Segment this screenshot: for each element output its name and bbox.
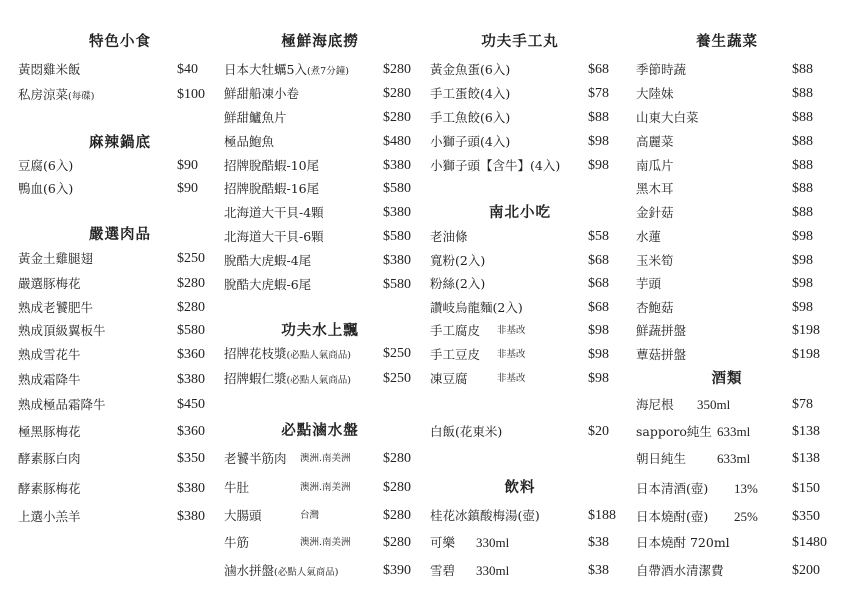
item-name: 凍豆腐	[430, 371, 468, 386]
item-name: 私房涼菜	[18, 87, 69, 102]
menu-item	[18, 451, 81, 467]
menu-item	[18, 300, 93, 316]
item-price: $68	[588, 253, 609, 268]
menu-item	[224, 451, 287, 467]
menu-item	[18, 87, 94, 105]
item-name: 招牌蝦仁漿	[224, 371, 287, 386]
menu-item	[224, 346, 351, 364]
item-price: $88	[792, 158, 813, 173]
item-price: $250	[177, 251, 205, 266]
item-name: 酵素豚白肉	[18, 451, 81, 466]
item-price: $98	[792, 253, 813, 268]
item-name: 滷水拼盤	[224, 563, 275, 578]
item-price: $88	[792, 86, 813, 101]
item-price: $1480	[792, 535, 827, 550]
item-price: $480	[383, 134, 411, 149]
item-price: $350	[792, 509, 820, 524]
item-name: 熟成雪花牛	[18, 347, 81, 362]
item-price: $580	[383, 277, 411, 292]
section-title: 麻辣鍋底	[89, 134, 151, 151]
menu-item	[18, 509, 81, 525]
menu-item	[224, 181, 319, 197]
menu-item	[430, 424, 502, 440]
item-price: $98	[588, 134, 609, 149]
item-price: $280	[383, 508, 411, 523]
item-price: $88	[792, 205, 813, 220]
item-remark: (煮7分鐘)	[306, 66, 349, 77]
item-price: $78	[588, 86, 609, 101]
item-remark: (必點人氣商品)	[274, 567, 339, 578]
menu-item	[18, 481, 81, 497]
menu-item	[224, 229, 324, 245]
menu-item	[636, 424, 712, 440]
item-price: $88	[588, 110, 609, 125]
item-note: 13%	[734, 481, 758, 496]
item-name: 脫酷大虎蝦-6尾	[224, 277, 312, 292]
item-name: 水蓮	[636, 229, 662, 244]
menu-item	[636, 158, 674, 174]
menu-item	[430, 535, 455, 551]
item-name: 日本清酒(壺)	[636, 481, 709, 496]
item-price: $250	[383, 371, 411, 386]
item-name: 白飯(花東米)	[430, 424, 503, 439]
menu-item	[636, 300, 674, 316]
item-name: sapporo純生	[636, 424, 712, 439]
item-name: 酵素豚梅花	[18, 481, 81, 496]
section-title: 南北小吃	[489, 204, 551, 221]
item-name: 蕈菇拼盤	[636, 347, 687, 362]
item-price: $380	[177, 481, 205, 496]
item-price: $88	[792, 134, 813, 149]
item-remark: (每碟)	[68, 91, 95, 102]
item-name: 黃金魚蛋(6入)	[430, 62, 511, 77]
menu-item	[224, 253, 311, 269]
item-name: 手工豆皮	[430, 347, 481, 362]
item-name: 嚴選豚梅花	[18, 276, 81, 291]
menu-item	[636, 253, 674, 269]
item-note: 台灣	[300, 510, 320, 521]
item-name: 大腸頭	[224, 508, 262, 523]
menu-item	[636, 397, 674, 413]
item-name: 北海道大干貝-4顆	[224, 205, 324, 220]
item-price: $40	[177, 62, 198, 77]
section-title: 功夫水上飄	[281, 322, 359, 339]
item-price: $20	[588, 424, 609, 439]
menu-item	[18, 62, 81, 78]
menu-item	[636, 86, 674, 102]
item-name: 手工蛋餃(4入)	[430, 86, 511, 101]
item-name: 鮮甜鱸魚片	[224, 110, 287, 125]
menu-item	[430, 86, 510, 102]
item-price: $380	[177, 509, 205, 524]
item-price: $280	[383, 86, 411, 101]
item-name: 黑木耳	[636, 181, 674, 196]
item-note: 330ml	[476, 535, 510, 550]
item-price: $380	[383, 253, 411, 268]
item-price: $58	[588, 229, 609, 244]
menu-item	[430, 62, 510, 78]
item-price: $280	[383, 451, 411, 466]
item-name: 日本大牡蠣5入	[224, 62, 307, 77]
menu-item	[636, 323, 686, 339]
item-price: $198	[792, 347, 820, 362]
menu-item	[636, 134, 674, 150]
item-name: 玉米筍	[636, 253, 674, 268]
item-price: $90	[177, 181, 198, 196]
item-name: 熟成極品霜降牛	[18, 397, 106, 412]
menu-item	[636, 229, 661, 245]
item-price: $200	[792, 563, 820, 578]
item-name: 熟成老饕肥牛	[18, 300, 94, 315]
menu-item	[636, 347, 686, 363]
item-name: 招牌脫酷蝦-16尾	[224, 181, 320, 196]
item-price: $90	[177, 158, 198, 173]
item-name: 讚岐烏龍麵(2入)	[430, 300, 523, 315]
item-price: $380	[383, 158, 411, 173]
menu-item	[224, 134, 274, 150]
menu-item	[224, 86, 299, 102]
item-name: 大陸妹	[636, 86, 674, 101]
item-price: $98	[588, 347, 609, 362]
item-price: $280	[383, 535, 411, 550]
menu-item	[430, 323, 480, 339]
menu-item	[18, 323, 106, 339]
item-name: 黃悶雞米飯	[18, 62, 81, 77]
item-price: $98	[588, 323, 609, 338]
menu-item	[224, 277, 311, 293]
menu-item	[636, 205, 674, 221]
section-title: 必點滷水盤	[281, 422, 359, 439]
menu-item	[18, 424, 81, 440]
item-price: $88	[792, 181, 813, 196]
menu-item	[430, 110, 510, 126]
item-price: $390	[383, 563, 411, 578]
item-price: $138	[792, 424, 820, 439]
item-name: 高麗菜	[636, 134, 674, 149]
menu-item	[636, 451, 686, 467]
menu-item	[224, 480, 249, 496]
item-note: 澳洲.南美洲	[300, 482, 351, 493]
item-price: $280	[177, 276, 205, 291]
item-price: $88	[792, 110, 813, 125]
item-note: 非基改	[497, 373, 526, 384]
item-name: 老油條	[430, 229, 468, 244]
item-note: 350ml	[697, 397, 731, 412]
item-price: $380	[177, 372, 205, 387]
item-price: $250	[383, 346, 411, 361]
menu-item	[224, 371, 351, 389]
item-price: $98	[792, 276, 813, 291]
item-price: $350	[177, 451, 205, 466]
item-name: 金針菇	[636, 205, 674, 220]
item-name: 雪碧	[430, 563, 456, 578]
item-name: 老饕半筋肉	[224, 451, 287, 466]
item-price: $98	[588, 158, 609, 173]
item-name: 季節時蔬	[636, 62, 687, 77]
item-price: $280	[383, 62, 411, 77]
section-title: 飲料	[504, 479, 536, 496]
menu-item	[636, 563, 724, 579]
item-price: $280	[177, 300, 205, 315]
item-price: $150	[792, 481, 820, 496]
item-price: $280	[383, 480, 411, 495]
menu-item	[18, 397, 106, 413]
item-name: 牛肚	[224, 480, 250, 495]
item-price: $38	[588, 563, 609, 578]
item-name: 小獅子頭(4入)	[430, 134, 511, 149]
item-name: 手工腐皮	[430, 323, 481, 338]
item-name: 寬粉(2入)	[430, 253, 486, 268]
item-name: 極黑豚梅花	[18, 424, 81, 439]
item-note: 澳洲.南美洲	[300, 537, 351, 548]
menu-item	[430, 508, 540, 524]
item-note: 澳洲.南美洲	[300, 453, 351, 464]
menu-item	[18, 276, 81, 292]
item-name: 招牌花枝漿	[224, 346, 287, 361]
item-name: 桂花冰鎮酸梅湯(壺)	[430, 508, 540, 523]
section-title: 功夫手工丸	[481, 33, 559, 50]
item-name: 熟成頂級翼板牛	[18, 323, 106, 338]
menu-item	[430, 300, 523, 316]
item-note: 非基改	[497, 325, 526, 336]
item-price: $450	[177, 397, 205, 412]
section-title: 極鮮海底撈	[281, 33, 359, 50]
menu-item	[430, 134, 510, 150]
item-name: 手工魚餃(6入)	[430, 110, 511, 125]
menu-item	[224, 205, 324, 221]
menu-item	[430, 563, 455, 579]
menu-item	[18, 251, 93, 267]
item-name: 山東大白菜	[636, 110, 699, 125]
menu-item	[430, 371, 468, 387]
item-price: $360	[177, 424, 205, 439]
menu-item	[636, 62, 686, 78]
item-name: 脫酷大虎蝦-4尾	[224, 253, 312, 268]
item-price: $188	[588, 508, 616, 523]
section-title: 嚴選肉品	[89, 226, 151, 243]
item-price: $68	[588, 276, 609, 291]
item-name: 鴨血(6入)	[18, 181, 74, 196]
section-title: 酒類	[711, 370, 743, 387]
section-title: 特色小食	[89, 33, 151, 50]
item-name: 芋頭	[636, 276, 662, 291]
menu-item	[636, 535, 730, 551]
item-price: $138	[792, 451, 820, 466]
item-note: 330ml	[476, 563, 510, 578]
menu-item	[636, 276, 661, 292]
item-name: 鮮蔬拼盤	[636, 323, 687, 338]
item-name: 日本燒酎(壺)	[636, 509, 709, 524]
item-price: $580	[383, 229, 411, 244]
menu-item	[224, 62, 349, 80]
menu-item	[430, 347, 480, 363]
item-name: 杏鮑菇	[636, 300, 674, 315]
item-name: 上選小羔羊	[18, 509, 81, 524]
item-name: 北海道大干貝-6顆	[224, 229, 324, 244]
item-name: 南瓜片	[636, 158, 674, 173]
item-name: 朝日純生	[636, 451, 687, 466]
menu-item	[224, 535, 249, 551]
menu-item	[224, 110, 287, 126]
item-price: $360	[177, 347, 205, 362]
item-note: 633ml	[717, 451, 751, 466]
menu-item	[430, 253, 485, 269]
item-price: $380	[383, 205, 411, 220]
menu-item	[636, 481, 708, 497]
item-name: 熟成霜降牛	[18, 372, 81, 387]
menu-item	[636, 509, 708, 525]
item-name: 鮮甜船凍小卷	[224, 86, 300, 101]
menu-item	[636, 181, 674, 197]
item-price: $580	[177, 323, 205, 338]
menu-item	[636, 110, 699, 126]
item-name: 日本燒酎 720ml	[636, 535, 730, 550]
item-price: $100	[177, 87, 205, 102]
item-name: 黃金土雞腿翅	[18, 251, 94, 266]
item-price: $98	[792, 229, 813, 244]
item-price: $68	[588, 300, 609, 315]
item-name: 粉絲(2入)	[430, 276, 486, 291]
item-price: $280	[383, 110, 411, 125]
item-name: 自帶酒水清潔費	[636, 563, 724, 578]
menu-item	[18, 347, 81, 363]
item-price: $198	[792, 323, 820, 338]
item-note: 非基改	[497, 349, 526, 360]
item-name: 牛筋	[224, 535, 250, 550]
item-price: $78	[792, 397, 813, 412]
menu-item	[18, 158, 73, 174]
item-price: $98	[792, 300, 813, 315]
item-price: $580	[383, 181, 411, 196]
section-title: 養生蔬菜	[696, 33, 758, 50]
item-note: 633ml	[717, 424, 751, 439]
item-name: 海尼根	[636, 397, 674, 412]
menu-item	[430, 276, 485, 292]
item-remark: (必點人氣商品)	[286, 375, 351, 386]
item-price: $88	[792, 62, 813, 77]
item-name: 可樂	[430, 535, 456, 550]
menu-item	[18, 372, 81, 388]
item-name: 極品鮑魚	[224, 134, 275, 149]
menu-item	[224, 158, 319, 174]
item-price: $38	[588, 535, 609, 550]
item-name: 小獅子頭【含牛】(4入)	[430, 158, 561, 173]
menu-item	[224, 563, 338, 581]
item-remark: (必點人氣商品)	[286, 350, 351, 361]
item-name: 豆腐(6入)	[18, 158, 74, 173]
menu-item	[430, 158, 560, 174]
item-price: $98	[588, 371, 609, 386]
menu-item	[18, 181, 73, 197]
menu-item	[430, 229, 468, 245]
menu-item	[224, 508, 262, 524]
item-name: 招牌脫酷蝦-10尾	[224, 158, 320, 173]
item-price: $68	[588, 62, 609, 77]
item-note: 25%	[734, 509, 758, 524]
